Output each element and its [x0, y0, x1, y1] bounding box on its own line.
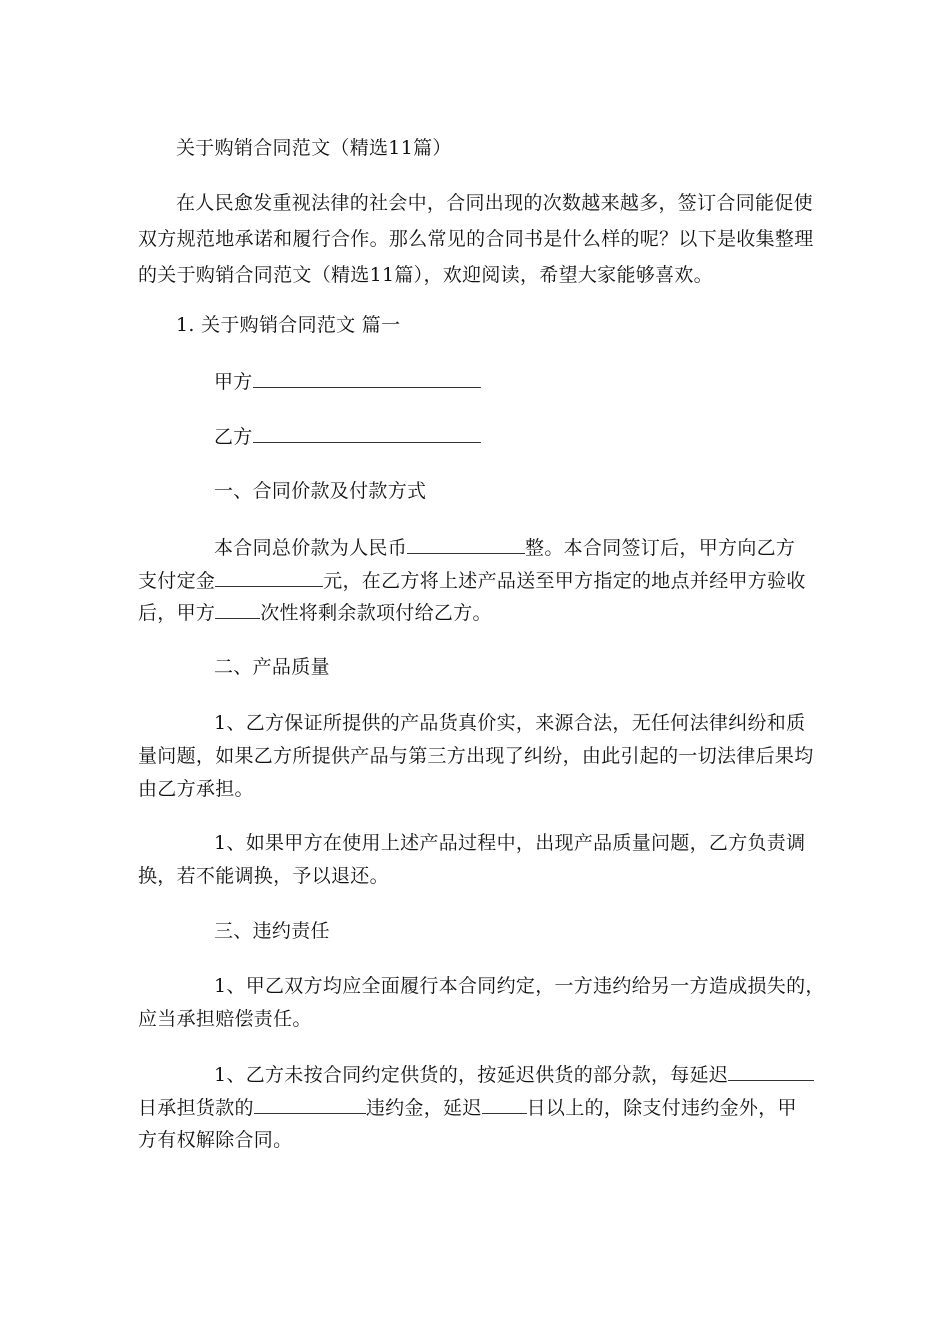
clause3-item1-line-1: 1、甲乙双方均应全面履行本合同约定，一方违约给另一方造成损失的， [214, 975, 825, 997]
intro-line-1: 在人民愈发重视法律的社会中，合同出现的次数越来越多，签订合同能促使 [176, 192, 813, 214]
total-price-blank [407, 535, 525, 554]
clause2-item1-line-2: 量问题，如果乙方所提供产品与第三方出现了纠纷，由此引起的一切法律后果均 [138, 745, 814, 767]
delay-limit-blank [482, 1095, 527, 1114]
clause3-item2-line-3: 方有权解除合同。 [138, 1129, 293, 1151]
clause1-line-1 [214, 535, 795, 560]
clause1-text: 后，甲方 [138, 602, 216, 624]
section-heading: 1. 关于购销合同范文 篇一 [176, 314, 401, 336]
clause1-heading: 一、合同价款及付款方式 [214, 480, 427, 502]
clause2-item1-line-3: 由乙方承担。 [138, 778, 254, 800]
clause3-text: 违约金，延迟 [365, 1097, 482, 1119]
clause2-item2-line-1: 1、如果甲方在使用上述产品过程中，出现产品质量问题，乙方负责调 [214, 832, 806, 854]
clause1-text: 次性将剩余款项付给乙方。 [260, 602, 492, 624]
payment-times-blank [215, 600, 260, 619]
clause1-text: 元，在乙方将上述产品送至甲方指定的地点并经甲方验收 [323, 570, 806, 592]
clause3-item1-line-2: 应当承担赔偿责任。 [138, 1008, 312, 1030]
party-b-blank [253, 424, 481, 443]
deposit-blank [215, 568, 323, 587]
party-a-label: 甲方 [214, 371, 253, 393]
clause3-text: 日承担货款的 [138, 1097, 254, 1119]
clause3-text: 日以上的，除支付违约金外，甲 [526, 1097, 797, 1119]
clause1-line-3 [138, 600, 492, 625]
party-b-line [214, 424, 481, 449]
clause1-text: 整。本合同签订后，甲方向乙方 [525, 537, 796, 559]
party-b-label: 乙方 [214, 426, 253, 448]
clause2-item2-line-2: 换，若不能调换，予以退还。 [138, 865, 389, 887]
clause3-item2-line-2 [138, 1095, 797, 1120]
clause1-text: 支付定金 [138, 570, 216, 592]
clause2-item1-line-1: 1、乙方保证所提供的产品货真价实，来源合法，无任何法律纠纷和质 [214, 712, 806, 734]
clause1-line-2 [138, 568, 806, 593]
document-title: 关于购销合同范文（精选11篇） [176, 137, 452, 159]
penalty-rate-blank [254, 1095, 366, 1114]
party-a-blank [253, 369, 481, 388]
party-a-line [214, 369, 481, 394]
clause3-heading: 三、违约责任 [214, 920, 330, 942]
clause1-text: 本合同总价款为人民币 [214, 537, 408, 559]
clause3-item2-line-1 [214, 1062, 814, 1087]
intro-line-2: 双方规范地承诺和履行合作。那么常见的合同书是什么样的呢？以下是收集整理 [138, 228, 814, 250]
intro-line-3: 的关于购销合同范文（精选11篇），欢迎阅读，希望大家能够喜欢。 [138, 264, 713, 286]
clause3-text: 1、乙方未按合同约定供货的，按延迟供货的部分款，每延迟 [214, 1064, 729, 1086]
delay-days-blank [728, 1062, 814, 1081]
clause2-heading: 二、产品质量 [214, 656, 330, 678]
